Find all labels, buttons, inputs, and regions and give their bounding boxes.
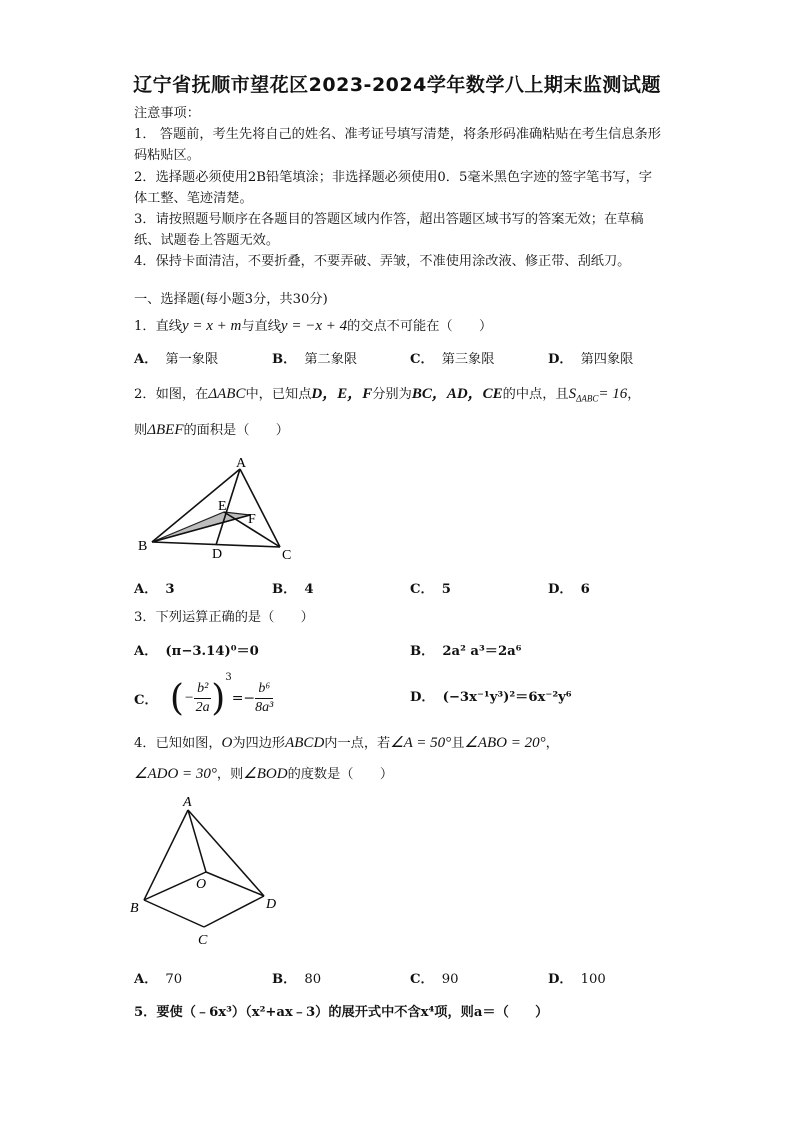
- label-b: B: [130, 901, 139, 916]
- q1-option-a[interactable]: A． 第一象限: [134, 352, 219, 367]
- notes-item: 2．选择题必须使用2B铅笔填涂；非选择题必须使用0．5毫米黑色字迹的签字笔书写，字体工整、笔迹清楚。: [134, 169, 652, 206]
- label-d: D: [266, 897, 277, 912]
- label-e: E: [218, 499, 227, 514]
- q3-option-c[interactable]: C． (− $\frac{\text{b²}}{2a}$ )$^3$=− $\frac{\text{b⁶}}{\text{8a³}}$: [134, 672, 274, 719]
- question-4-stem-line2: ∠ADO = 30°，则∠BOD的度数是（ ）: [134, 766, 394, 782]
- label-a: A: [183, 795, 192, 810]
- q3c-fraction-right: $\frac{\text{b⁶}}{\text{8a³}}$: [255, 681, 274, 715]
- q2-triangle-figure: [130, 455, 310, 565]
- q1-option-d[interactable]: D． 第四象限: [548, 352, 634, 367]
- question-5-stem: 5．要使（﹣6x³）（x²+ax﹣3）的展开式中不含x⁴项，则a＝（ ）: [134, 1005, 549, 1020]
- q3-option-a[interactable]: A． (π−3.14)⁰＝0: [134, 644, 259, 659]
- label-o: O: [196, 877, 207, 892]
- question-2-stem-line2: 则ΔBEF的面积是（ ）: [134, 422, 289, 438]
- q4-option-b[interactable]: B． 80: [272, 972, 322, 987]
- q3-option-b[interactable]: B． 2a² a³＝2a⁶: [410, 644, 522, 659]
- notes-heading: 注意事项：: [134, 106, 200, 121]
- label-f: F: [248, 512, 256, 527]
- q4-option-d[interactable]: D． 100: [548, 972, 606, 987]
- notes-block: [134, 103, 664, 273]
- question-3-stem: 3．下列运算正确的是（ ）: [134, 610, 314, 625]
- notes-item: 4．保持卡面清洁，不要折叠，不要弄破、弄皱，不准使用涂改液、修正带、刮纸刀。: [134, 254, 631, 270]
- label-d: D: [212, 547, 223, 562]
- label-a: A: [236, 456, 247, 471]
- q3c-fraction-left: $\frac{\text{b²}}{2a}$: [195, 681, 210, 715]
- section-heading: 一、选择题(每小题3分，共30分): [134, 292, 328, 307]
- q2-option-b[interactable]: B． 4: [272, 582, 314, 597]
- q3-option-d[interactable]: D． (−3x⁻¹y³)²＝6x⁻²y⁶: [410, 690, 572, 705]
- page-title: 辽宁省抚顺市望花区2023-2024学年数学八上期末监测试题: [133, 74, 661, 96]
- q1-equation-2: y = −x + 4: [280, 318, 348, 334]
- label-b: B: [138, 539, 148, 554]
- question-1-stem: 1．直线y = x + m与直线y = −x + 4的交点不可能在（ ）: [134, 318, 493, 334]
- question-4-stem: 4．已知如图，O为四边形ABCD内一点，若∠A = 50°且∠ABO = 20°，: [134, 735, 559, 751]
- notes-item: 1． 答题前，考生先将自己的姓名、准考证号填写清楚，将条形码准确粘贴在考生信息条形码粘贴区。: [134, 127, 661, 164]
- q4-option-a[interactable]: A． 70: [134, 972, 183, 987]
- q4-quadrilateral-figure: [128, 792, 288, 952]
- label-c: C: [282, 548, 292, 563]
- q2-option-c[interactable]: C． 5: [410, 582, 451, 597]
- q2-option-a[interactable]: A． 3: [134, 582, 175, 597]
- notes-item: 3．请按照题号顺序在各题目的答题区域内作答，超出答题区域书写的答案无效；在草稿纸、试题卷上答题无效。: [134, 212, 644, 249]
- question-2-stem: 2．如图，在ΔABC中，已知点D，E，F分别为BC，AD，CE的中点，且$S_{\Delta ABC}= 16$，: [134, 386, 641, 404]
- label-c: C: [198, 933, 208, 948]
- q1-option-c[interactable]: C． 第三象限: [410, 352, 495, 367]
- q4-option-c[interactable]: C． 90: [410, 972, 459, 987]
- q1-option-b[interactable]: B． 第二象限: [272, 352, 358, 367]
- q1-equation-1: y = x + m: [181, 318, 242, 334]
- q2-option-d[interactable]: D． 6: [548, 582, 590, 597]
